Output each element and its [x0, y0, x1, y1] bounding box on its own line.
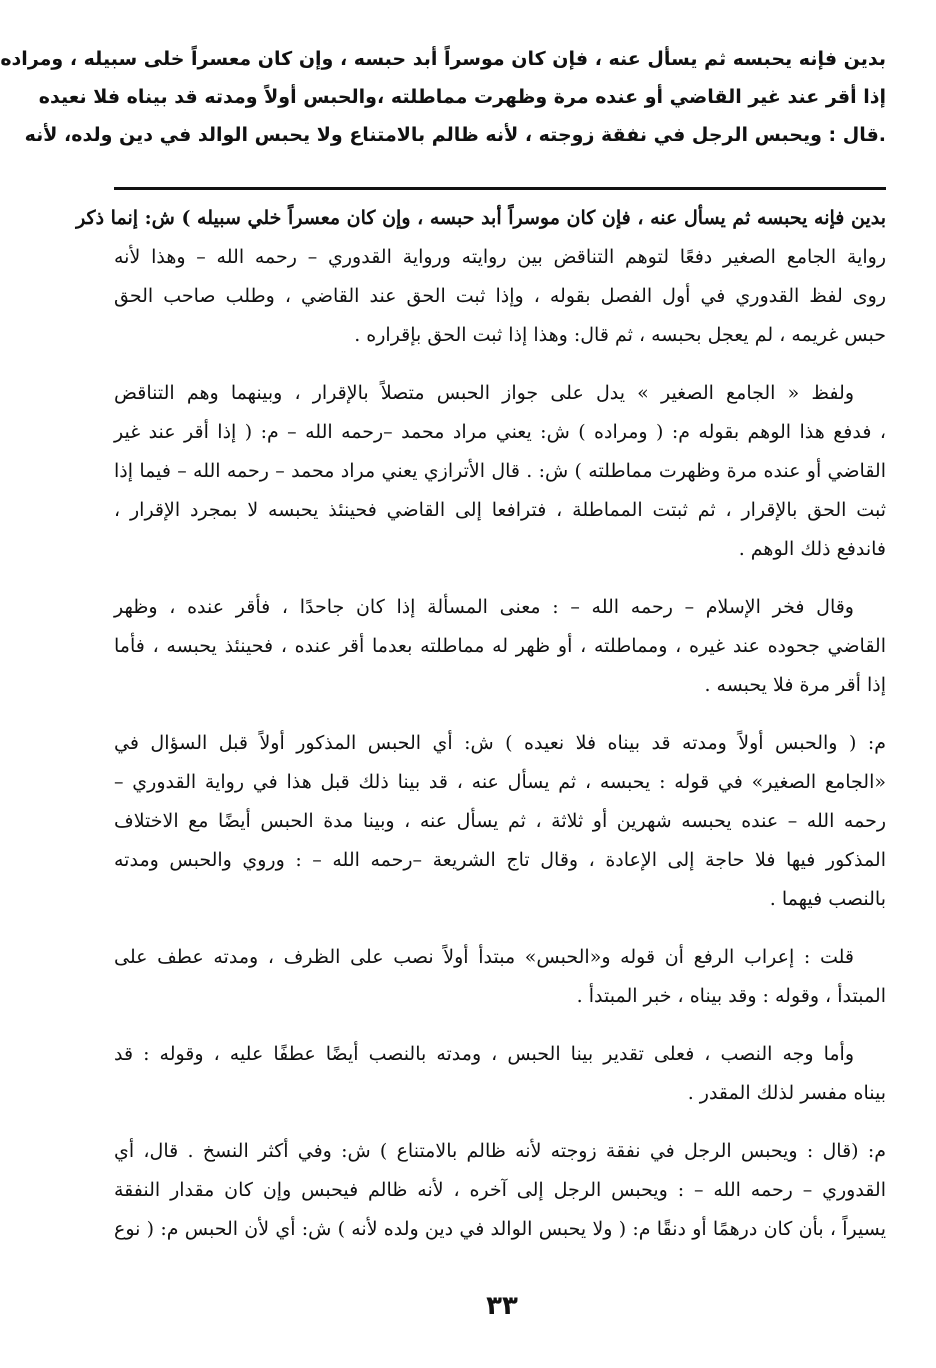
commentary-line: القدوري – رحمه الله – : ويحبس الرجل إلى آخره ، لأنه ظالم فيحبس وإن كان مقدار النفقة — [114, 1179, 886, 1201]
commentary-line: حبس غريمه ، لم يعجل بحبسه ، ثم قال: وهذا إذا ثبت الحق بإقراره . — [354, 324, 886, 346]
matn-line: إذا أقر عند غير القاضي أو عنده مرة وظهرت مماطلته ،والحبس أولاً ومدته قد بيناه فلا نعيده — [38, 86, 886, 108]
commentary-line: يسيراً ، بأن كان درهمًا أو دنقًا م: ( ولا يحبس الوالد في دين ولده لأنه ) ش: أي لأن الحبس م: ( نوع — [114, 1218, 886, 1240]
commentary-line: إذا أقر مرة فلا يحبسه . — [704, 674, 886, 696]
commentary-line: وأما وجه النصب ، فعلى تقدير بينا الحبس ، ومدته بالنصب أيضًا عطفًا عليه ، وقوله : قد — [114, 1043, 855, 1065]
commentary-paragraph — [114, 724, 886, 919]
matn-line: .قال : ويحبس الرجل في نفقة زوجته ، لأنه ظالم بالامتناع ولا يحبس الوالد في دين ولده، لأنه — [24, 124, 886, 146]
commentary-line: فاندفع ذلك الوهم . — [738, 538, 886, 560]
commentary-line: وقال فخر الإسلام – رحمه الله – : معنى المسألة إذا كان جاحدًا ، فأقر عنده ، وظهر — [114, 596, 854, 618]
commentary-line: المبتدأ ، وقوله : وقد بيناه ، خبر المبتدأ . — [576, 985, 886, 1007]
commentary-text-block — [76, 199, 886, 1268]
commentary-line: بالنصب فيهما . — [769, 888, 886, 910]
commentary-line: بدين فإنه يحبسه ثم يسأل عنه ، فإن كان موسراً أبد حبسه ، وإن كان معسراً خلي سبيله ) ش: إنما ذكر — [76, 207, 886, 229]
matn-line: بدين فإنه يحبسه ثم يسأل عنه ، فإن كان موسراً أبد حبسه ، وإن كان معسراً خلى سبيله ، ومراده — [0, 48, 886, 70]
matn-text-block — [0, 40, 886, 154]
commentary-line: رحمه الله – عنده يحبسه شهرين أو ثلاثة ، ثم يسأل عنه ، وبينا مدة الحبس أيضًا مع الاختلاف — [114, 810, 886, 832]
commentary-line: بيناه مفسر لذلك المقدر . — [687, 1082, 886, 1104]
commentary-line: روى لفظ القدوري في أول الفصل بقوله ، وإذا ثبت الحق عند القاضي ، وطلب صاحب الحق — [114, 285, 886, 307]
commentary-line: ولفظ « الجامع الصغير » يدل على جواز الحبس متصلاً بالإقرار ، وبينهما وهم التناقض — [114, 382, 854, 404]
commentary-line: القاضي جحوده عند غيره ، ومماطلته ، أو ظهر له مماطلته بعدما أقر عنده ، فحينئذ يحبسه ، فأما — [114, 635, 886, 657]
commentary-line: م: (قال : ويحبس الرجل في نفقة زوجته لأنه ظالم بالامتناع ) ش: وفي أكثر النسخ . قال، أي — [114, 1140, 886, 1162]
separator-rule — [114, 187, 886, 190]
commentary-line: المذكور فيها فلا حاجة إلى الإعادة ، وقال تاج الشريعة –رحمه الله – : وروي والحبس ومدته — [114, 849, 886, 871]
commentary-paragraph — [76, 199, 886, 355]
commentary-line: القاضي أو عنده مرة وظهرت مماطلته ) ش: . قال الأترازي يعني مراد محمد – رحمه الله – فيما إذا — [114, 460, 886, 482]
commentary-line: رواية الجامع الصغير دفعًا لتوهم التناقض بين روايته ورواية القدوري – رحمه الله – وهذا لأنه — [114, 246, 886, 268]
commentary-paragraph — [114, 588, 886, 705]
commentary-paragraph — [114, 1035, 886, 1113]
commentary-paragraph — [114, 374, 886, 569]
commentary-paragraph — [114, 938, 886, 1016]
commentary-line: قلت : إعراب الرفع أن قوله و«الحبس» مبتدأ أولاً نصب على الظرف ، ومدته عطف على — [114, 946, 854, 968]
commentary-line: ثبت الحق بالإقرار ، ثم ثبتت المماطلة ، فترافعا إلى القاضي فحينئذ يحبسه لا بمجرد الإقرار ، — [114, 499, 886, 521]
page-number: ٣٣ — [486, 1291, 518, 1321]
commentary-paragraph — [114, 1132, 886, 1249]
commentary-line: ، فدفع هذا الوهم بقوله م: ( ومراده ) ش: يعني مراد محمد –رحمه الله – م: ( إذا أقر عند غير — [114, 421, 886, 443]
commentary-line: م: ( والحبس أولاً ومدته قد بيناه فلا نعيده ) ش: أي الحبس المذكور أولاً قبل السؤال في — [114, 732, 886, 754]
commentary-line: «الجامع الصغير» في قوله : يحبسه ، ثم يسأل عنه ، قد بينا ذلك قبل هذا في رواية القدوري – — [114, 771, 886, 793]
